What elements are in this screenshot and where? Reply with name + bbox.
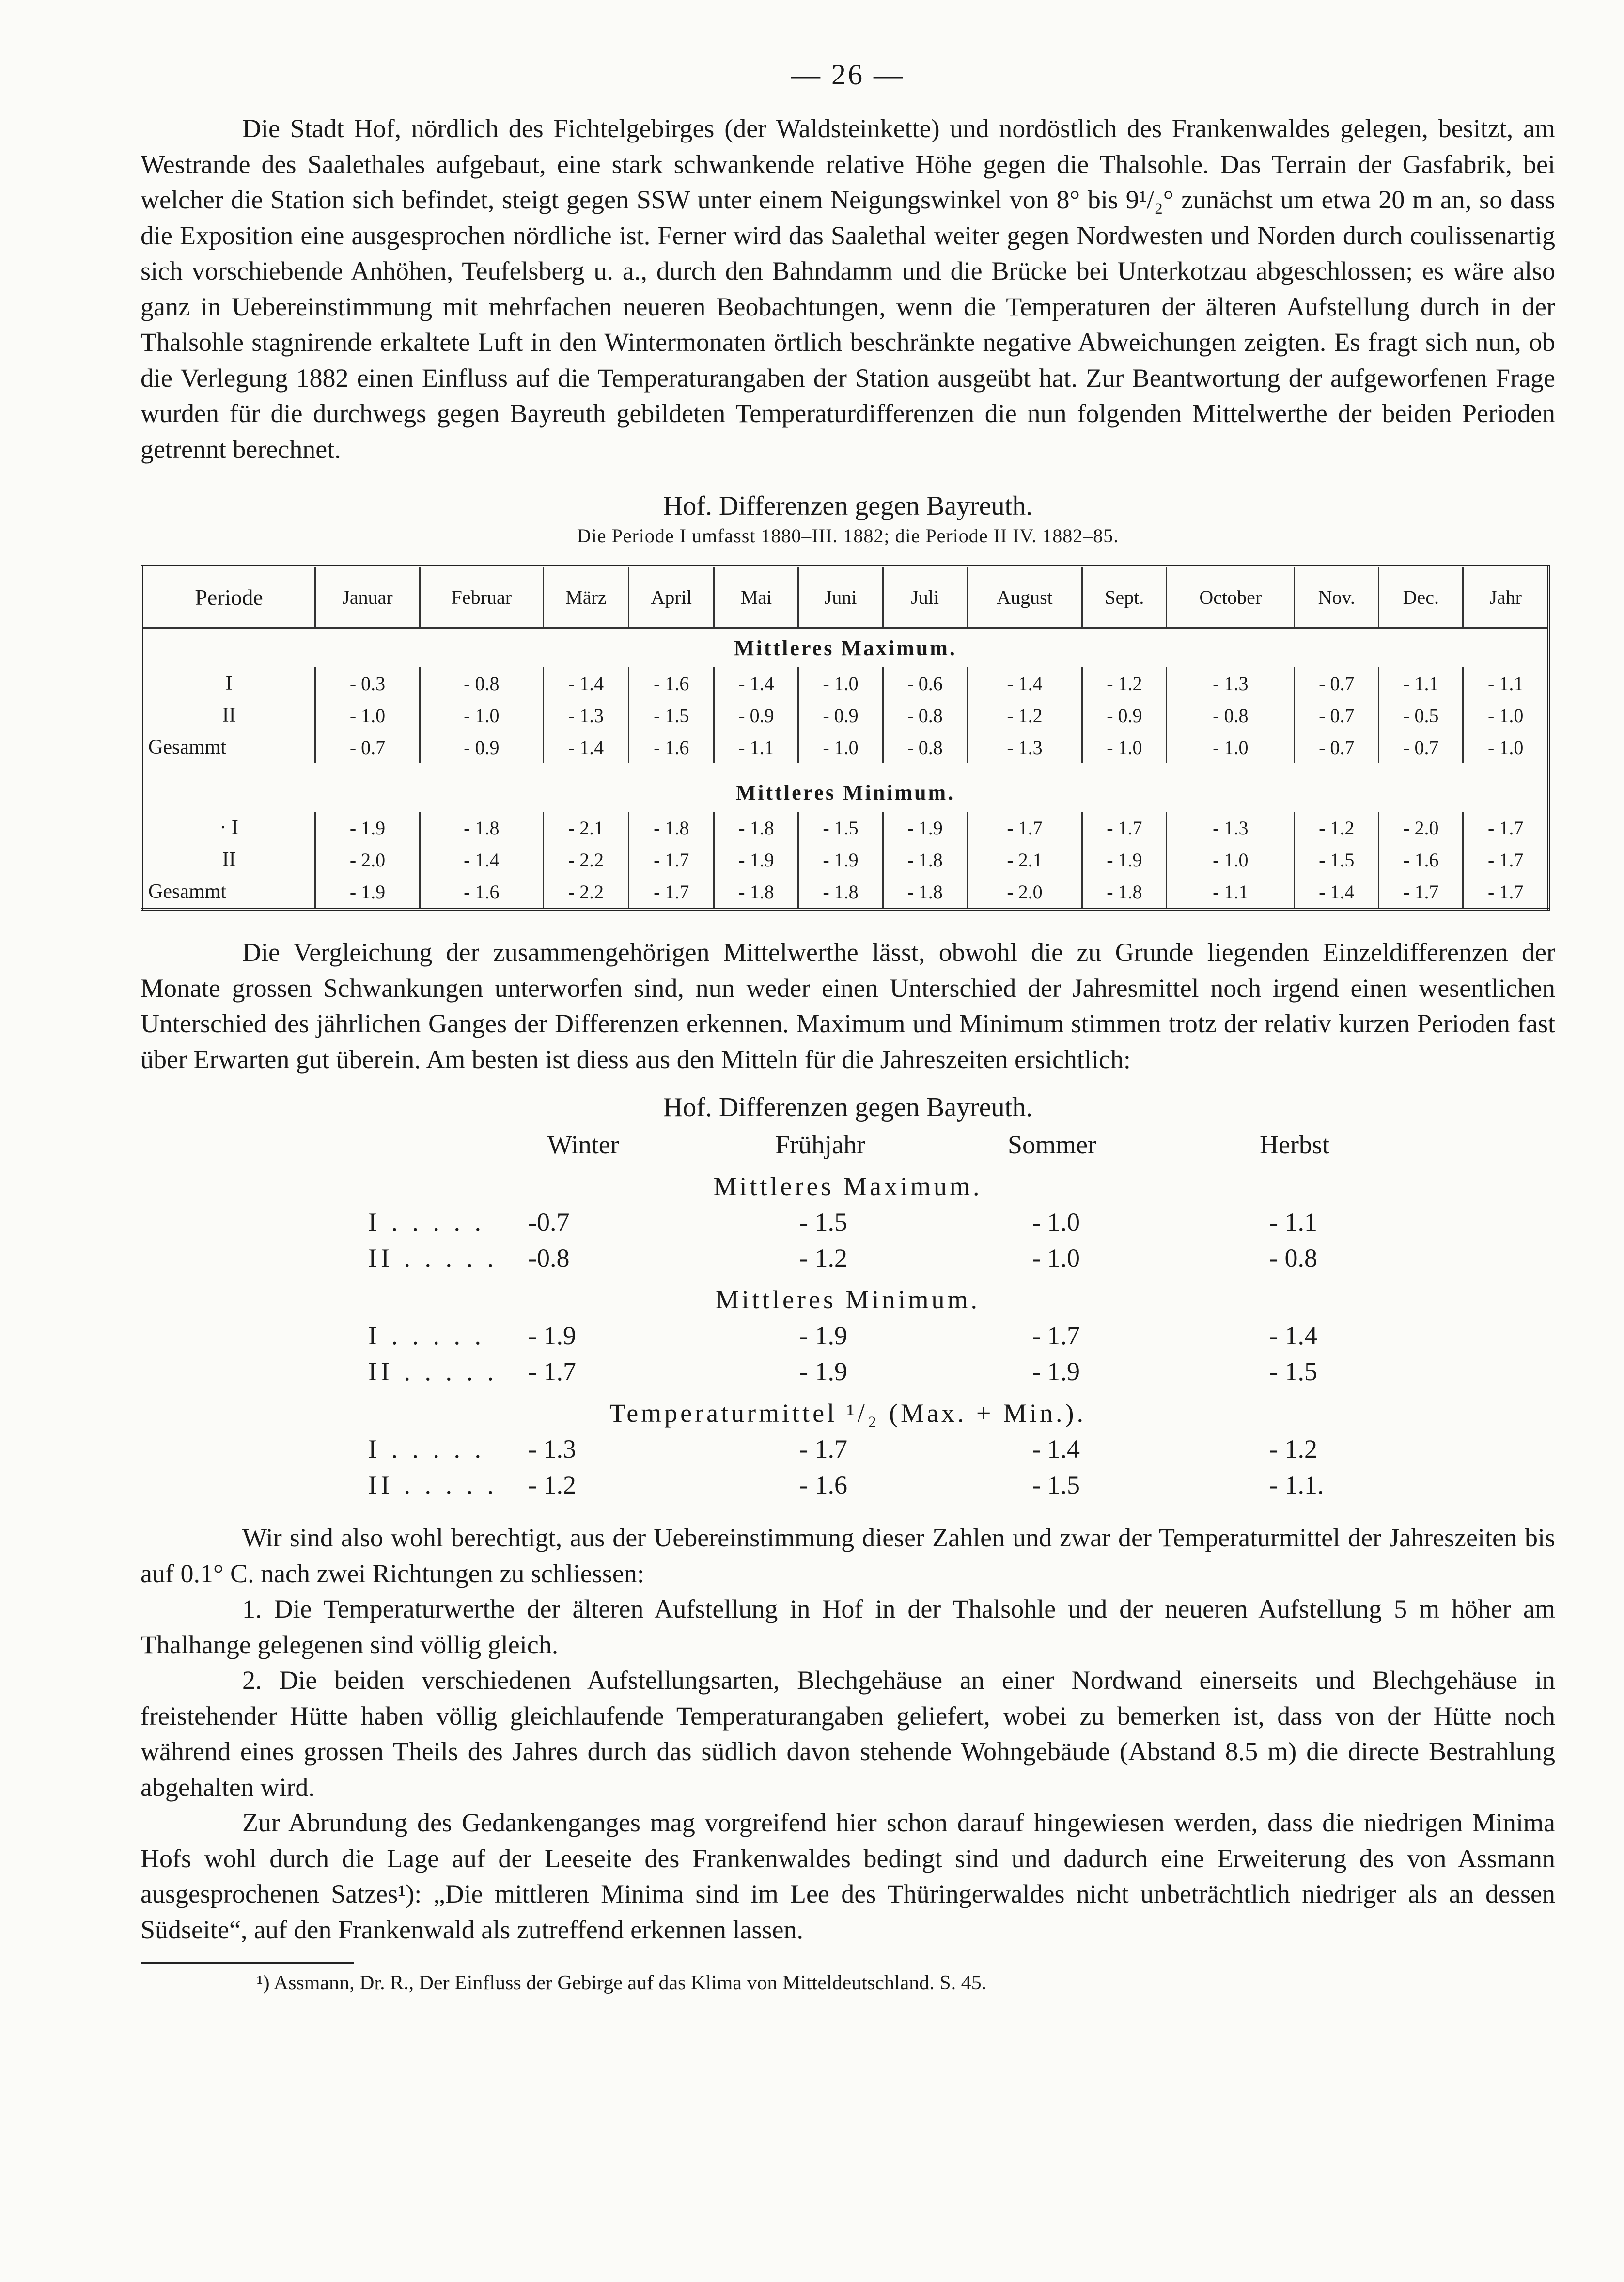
table-cell: - 1.3 — [543, 699, 628, 731]
table-cell: - 1.6 — [629, 731, 714, 763]
table-cell: - 0.9 — [798, 699, 883, 731]
row-label: I — [142, 667, 315, 699]
table-cell: - 2.2 — [543, 844, 628, 876]
table-cell: - 1.9 — [714, 844, 798, 876]
table-cell: - 1.6 — [1379, 844, 1463, 876]
table-row — [141, 1356, 1555, 1392]
table-cell: - 1.0 — [1032, 1243, 1080, 1273]
col-header: Nov. — [1295, 566, 1379, 628]
table-cell: - 1.9 — [883, 812, 967, 844]
table1-header-row — [142, 566, 1549, 628]
table-cell: - 2.0 — [1379, 812, 1463, 844]
table-row — [142, 876, 1549, 909]
paragraph-intro: Die Stadt Hof, nördlich des Fichtelgebirges (der Waldsteinkette) und nordöstlich des Frankenwaldes gelegen, besitzt, am Westrande des Saalethales aufgebaut, eine stark schwankende relative Höhe gegen die Thalsohle. Das Terrain der Gasfabrik, bei welcher die Station sich befindet, steigt gegen SSW unter einem Neigungswinkel von 8° bis 9¹/₂° zunächst um etwa 20 m an, so dass die Exposition eine ausgesprochen nördliche ist. Ferner wird das Saalethal weiter gegen Nordwesten und Norden durch coulissenartig sich vorschiebende Anhöhen, Teufelsberg u. a., durch den Bahndamm und die Brücke bei Unterkotzau abgeschlossen; es wäre also ganz in Uebereinstimmung mit mehrfachen neueren Beobachtungen, wenn die Temperaturen der älteren Aufstellung durch in der Thalsohle stagnirende erkaltete Luft in den Wintermonaten örtlich beschränkte negative Abweichungen zeigten. Es fragt sich nun, ob die Verlegung 1882 einen Einfluss auf die Temperaturangaben der Station ausgeübt hat. Zur Beantwortung der aufgeworfenen Frage wurden für die durchwegs gegen Bayreuth gebildeten Temperaturdifferenzen die nun folgenden Mittelwerthe der beiden Perioden getrennt berechnet. — [141, 114, 1555, 464]
table-cell: - 0.6 — [883, 667, 967, 699]
table-cell: - 1.1 — [1379, 667, 1463, 699]
paragraph-comparison: Die Vergleichung der zusammengehörigen Mittelwerthe lässt, obwohl die zu Grunde liegenden Einzeldifferenzen der Monate grossen Schwankungen unterworfen sind, nun weder einen Unterschied der Jahresmittel noch irgend einen wesentlichen Unterschied des jährlichen Ganges der Differenzen erkennen. Maximum und Minimum stimmen trotz der relativ kurzen Perioden fast über Erwarten gut überein. Am besten ist diess aus den Mitteln für die Jahreszeiten ersichtlich: — [141, 938, 1555, 1074]
table-cell: - 1.8 — [714, 812, 798, 844]
table-cell: - 1.1 — [714, 731, 798, 763]
table-cell: - 1.0 — [798, 667, 883, 699]
table-cell: - 1.3 — [967, 731, 1082, 763]
table-cell: - 1.5 — [1269, 1357, 1317, 1386]
season-header: Herbst — [1260, 1130, 1329, 1159]
spacer-cell — [142, 763, 1549, 773]
table-cell: - 1.0 — [1488, 736, 1524, 758]
table-cell: - 1.8 — [798, 876, 883, 909]
table-cell: - 1.9 — [1032, 1357, 1080, 1386]
table1-section-title: Mittleres Minimum. — [735, 780, 955, 804]
table-row — [141, 1434, 1555, 1470]
col-header: Jahr — [1463, 566, 1549, 628]
table-cell: - 1.9 — [315, 812, 420, 844]
table2-body — [141, 1165, 1555, 1506]
spacer-row — [142, 763, 1549, 773]
table-cell: - 1.1 — [1269, 1208, 1317, 1237]
table-cell: - 1.4 — [543, 667, 628, 699]
col-header: August — [967, 566, 1082, 628]
table2-header-row — [141, 1130, 1555, 1165]
table-cell: - 0.7 — [1379, 731, 1463, 763]
table-cell: - 1.9 — [798, 844, 883, 876]
monthly-differences-table — [141, 565, 1550, 911]
table-cell: - 0.8 — [420, 667, 543, 699]
table-row — [142, 844, 1549, 876]
season-section-title: Mittleres Maximum. — [713, 1172, 983, 1201]
table-cell: -0.7 — [528, 1208, 570, 1237]
row-label: II . . . . . — [368, 1357, 498, 1386]
table-cell: - 1.9 — [799, 1357, 847, 1386]
table-cell: - 1.8 — [714, 876, 798, 909]
table-cell: - 1.9 — [528, 1321, 576, 1350]
col-header: October — [1167, 566, 1295, 628]
table-cell: - 1.0 — [1167, 844, 1295, 876]
table-row — [142, 667, 1549, 699]
table-cell: - 1.7 — [1488, 817, 1524, 839]
table-cell: - 1.8 — [883, 844, 967, 876]
table-cell: - 1.8 — [883, 876, 967, 909]
table-cell: - 0.9 — [714, 699, 798, 731]
table-cell: - 1.4 — [967, 667, 1082, 699]
col-header: Mai — [714, 566, 798, 628]
table-cell: - 2.1 — [967, 844, 1082, 876]
table-cell: - 1.2 — [967, 699, 1082, 731]
table-cell: - 1.2 — [1269, 1434, 1317, 1464]
paragraph-point-2: 2. Die beiden verschiedenen Aufstellungsarten, Blechgehäuse an einer Nordwand einerseits und Blechgehäuse in freistehender Hütte haben völlig gleichlaufende Temperaturangaben geliefert, wobei zu bemerken ist, dass von der Hütte noch während eines grossen Theils des Jahres durch das südlich davon stehende Wohngebäude (Abstand 8.5 m) die directe Bestrahlung abgehalten wird. — [141, 1666, 1555, 1802]
table1-caption: Hof. Differenzen gegen Bayreuth. — [663, 491, 1033, 521]
table-cell: - 0.5 — [1379, 699, 1463, 731]
row-label: I . . . . . — [368, 1321, 485, 1350]
col-header: Sept. — [1082, 566, 1167, 628]
table2-caption: Hof. Differenzen gegen Bayreuth. — [663, 1092, 1033, 1122]
table-cell: - 1.7 — [528, 1357, 576, 1386]
table-cell: - 0.3 — [315, 667, 420, 699]
table-cell: - 1.2 — [799, 1243, 847, 1273]
row-label: Gesammt — [142, 731, 315, 763]
seasonal-table — [141, 1092, 1555, 1506]
table-cell: - 0.8 — [883, 731, 967, 763]
row-label: II . . . . . — [368, 1243, 498, 1273]
season-header: Winter — [547, 1130, 619, 1159]
table-cell: - 1.8 — [629, 812, 714, 844]
row-label: II . . . . . — [368, 1470, 498, 1499]
table-cell: - 1.9 — [1082, 844, 1167, 876]
table-cell: - 1.7 — [1082, 812, 1167, 844]
table-cell: -0.8 — [528, 1243, 570, 1273]
table-cell: - 1.4 — [1032, 1434, 1080, 1464]
table-cell: - 1.6 — [420, 876, 543, 909]
table-cell: - 1.7 — [967, 812, 1082, 844]
table-cell: - 1.5 — [1295, 844, 1379, 876]
table-cell: - 1.1 — [1167, 876, 1295, 909]
col-header: Juni — [798, 566, 883, 628]
col-header: April — [629, 566, 714, 628]
table-cell: - 1.7 — [799, 1434, 847, 1464]
row-label: I . . . . . — [368, 1434, 485, 1464]
paragraph-closing: Zur Abrundung des Gedankenganges mag vorgreifend hier schon darauf hingewiesen werden, dass die niedrigen Minima Hofs wohl durch die Lage auf der Leeseite des Frankenwaldes bedingt sind und dadurch eine Erweiterung des von Assmann ausgesprochenen Satzes¹): „Die mittleren Minima sind im Lee des Thüringerwaldes nicht unbeträchtlich niedriger als an dessen Südseite“, auf den Frankenwald als zutreffend erkennen lassen. — [141, 1808, 1555, 1944]
paragraph-conclusion: Wir sind also wohl berechtigt, aus der Uebereinstimmung dieser Zahlen und zwar der Temperaturmittel der Jahreszeiten bis auf 0.1° C. nach zwei Richtungen zu schliessen: — [141, 1523, 1555, 1588]
col-header: Periode — [142, 566, 315, 628]
footnote: ¹) Assmann, Dr. R., Der Einfluss der Gebirge auf das Klima von Mitteldeutschland. S. 45. — [257, 1972, 987, 1994]
table-cell: - 2.1 — [543, 812, 628, 844]
season-header: Frühjahr — [775, 1130, 865, 1159]
table-cell: - 1.4 — [543, 731, 628, 763]
table-row — [141, 1470, 1555, 1506]
table-cell: - 1.3 — [528, 1434, 576, 1464]
table-row — [142, 812, 1549, 844]
page-number: — 26 — — [791, 59, 905, 91]
col-header: Februar — [420, 566, 543, 628]
table-cell: - 1.3 — [1167, 812, 1295, 844]
table-cell: - 1.7 — [1488, 881, 1524, 903]
paragraph-point-1: 1. Die Temperaturwerthe der älteren Aufstellung in Hof in der Thalsohle und der neueren Aufstellung 5 m höher am Thalhange gelegenen sind völlig gleich. — [141, 1594, 1555, 1659]
table-cell: - 0.8 — [1167, 699, 1295, 731]
table-cell: - 1.4 — [1295, 876, 1379, 909]
table-cell: - 0.8 — [883, 699, 967, 731]
table-cell: - 1.7 — [629, 844, 714, 876]
table1-section-row — [142, 628, 1549, 667]
footnote-rule — [141, 1962, 354, 1964]
table-cell: - 0.9 — [1082, 699, 1167, 731]
col-header: März — [543, 566, 628, 628]
col-header: Dec. — [1379, 566, 1463, 628]
table-cell: - 1.6 — [799, 1470, 847, 1499]
table-cell: - 1.3 — [1167, 667, 1295, 699]
season-section-title: Mittleres Minimum. — [716, 1285, 980, 1314]
table-cell: - 0.8 — [1269, 1243, 1317, 1273]
season-header: Sommer — [1008, 1130, 1096, 1159]
table-cell: - 1.7 — [629, 876, 714, 909]
table-cell: - 0.9 — [420, 731, 543, 763]
table-cell: - 1.0 — [1167, 731, 1295, 763]
row-label: II — [142, 844, 315, 876]
table-cell: - 1.4 — [420, 844, 543, 876]
table-cell: - 1.5 — [798, 812, 883, 844]
table1-section-title: Mittleres Maximum. — [734, 636, 957, 660]
table-cell: - 1.9 — [799, 1321, 847, 1350]
table-cell: - 1.2 — [528, 1470, 576, 1499]
table-cell: - 1.2 — [1082, 667, 1167, 699]
row-label: II — [142, 699, 315, 731]
table-row — [142, 699, 1549, 731]
table-cell: - 0.7 — [1295, 667, 1379, 699]
table-cell: - 1.9 — [315, 876, 420, 909]
page — [141, 58, 1555, 1995]
table-row — [141, 1207, 1555, 1243]
table1-subcaption: Die Periode I umfasst 1880–III. 1882; die Periode II IV. 1882–85. — [577, 525, 1119, 547]
table-cell: - 1.8 — [420, 812, 543, 844]
table-cell: - 1.0 — [1488, 704, 1524, 726]
col-header: Januar — [315, 566, 420, 628]
table-row — [141, 1321, 1555, 1356]
table-cell: - 2.0 — [967, 876, 1082, 909]
table-cell: - 1.0 — [1032, 1208, 1080, 1237]
season-section-title: Temperaturmittel ¹/₂ (Max. + Min.). — [609, 1399, 1086, 1428]
table-cell: - 1.4 — [1269, 1321, 1317, 1350]
table1-section-row — [142, 773, 1549, 812]
table-row — [141, 1243, 1555, 1279]
table-cell: - 1.1. — [1269, 1470, 1324, 1499]
row-label: I . . . . . — [368, 1208, 485, 1237]
table-cell: - 1.7 — [1379, 876, 1463, 909]
table-cell: - 1.0 — [798, 731, 883, 763]
col-header: Juli — [883, 566, 967, 628]
table-cell: - 1.5 — [1032, 1470, 1080, 1499]
table-cell: - 0.7 — [1295, 699, 1379, 731]
row-label: · I — [142, 812, 315, 844]
table-cell: - 0.7 — [1295, 731, 1379, 763]
table-cell: - 1.5 — [799, 1208, 847, 1237]
table-row — [142, 731, 1549, 763]
table-cell: - 1.4 — [714, 667, 798, 699]
table-cell: - 1.8 — [1082, 876, 1167, 909]
table-cell: - 1.0 — [420, 699, 543, 731]
table-cell: - 1.2 — [1295, 812, 1379, 844]
table-cell: - 1.7 — [1488, 849, 1524, 871]
table-cell: - 1.1 — [1488, 672, 1524, 694]
table-cell: - 2.2 — [543, 876, 628, 909]
table-cell: - 1.0 — [1082, 731, 1167, 763]
table-cell: - 1.5 — [629, 699, 714, 731]
table-cell: - 2.0 — [315, 844, 420, 876]
table-cell: - 0.7 — [315, 731, 420, 763]
table-cell: - 1.0 — [315, 699, 420, 731]
table1-body — [142, 628, 1549, 909]
table-cell: - 1.6 — [629, 667, 714, 699]
row-label: Gesammt — [142, 876, 315, 909]
table-cell: - 1.7 — [1032, 1321, 1080, 1350]
